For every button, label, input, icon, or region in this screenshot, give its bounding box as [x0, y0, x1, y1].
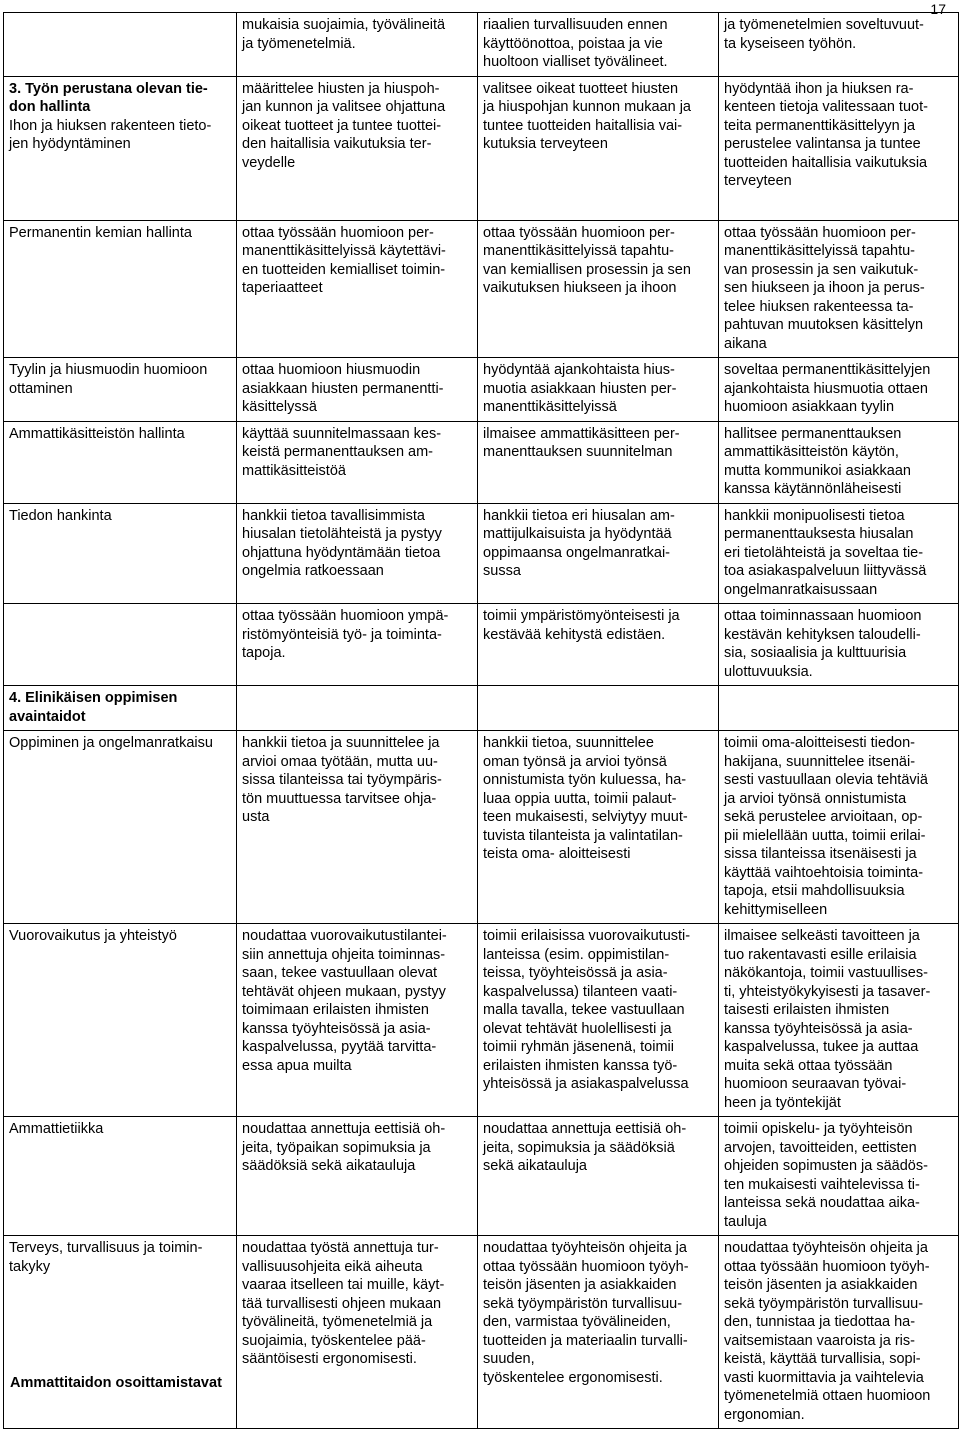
section-heading: 4. Elinikäisen oppimisen avaintaidot	[9, 690, 178, 725]
criterion-cell	[4, 1117, 237, 1236]
level-t1-cell	[237, 686, 478, 731]
criterion-cell	[4, 220, 237, 358]
table-row	[4, 604, 959, 686]
criterion-cell	[4, 358, 237, 422]
criterion-label: Ihon ja hiuksen rakenteen tieto- jen hyödyntäminen	[9, 117, 212, 152]
level-t1-cell: hankkii tietoa ja suunnittelee ja arvioi omaa työtään, mutta uu- sissa tilanteissa tai työympäris- tön muuttuessa tarvitsee ohja- usta	[237, 731, 478, 924]
table-row	[4, 358, 959, 422]
criterion-cell	[4, 1236, 237, 1429]
level-h3-cell: toimii erilaisissa vuorovaikutusti- lanteissa (esim. oppimistilan- teissa, työyhteisössä ja asia- kaspalvelussa) tilanteen vaati- malla tavalla, tekee vastuullaan olevat tehtävät huolellisesti ja toimii ryhmän jäsenenä, toimii erilaisten ihmisten kanssa työ- yhteisössä ja asiakaspalvelussa	[478, 924, 719, 1117]
level-t1-cell: noudattaa annettuja eettisiä oh- jeita, työpaikan sopimuksia ja säädöksiä sekä aikatauluja	[237, 1117, 478, 1236]
assessment-table	[3, 12, 959, 1429]
level-k5-cell: hyödyntää ihon ja hiuksen ra- kenteen tietoja valitessaan tuot- teita permanenttikäsittelyyn ja perustelee valintansa ja tuntee tuotteiden haitallisia vaikutuksia terveyteen	[719, 76, 959, 220]
table-row	[4, 686, 959, 731]
criterion-label: Ammattietiikka	[9, 1121, 104, 1137]
table-row	[4, 13, 959, 77]
table-row	[4, 220, 959, 358]
criterion-label: Oppiminen ja ongelmanratkaisu	[9, 735, 213, 751]
table-row	[4, 503, 959, 604]
criterion-label: Vuorovaikutus ja yhteistyö	[9, 928, 177, 944]
table-row	[4, 421, 959, 503]
level-k5-cell: ottaa työssään huomioon per- manenttikäsittelyissä tapahtu- van prosessin ja sen vaikutuk- sen hiukseen ja ihoon ja perus- telee hiuksen rakenteessa ta- pahtuvan muutoksen käsittelyn aikana	[719, 220, 959, 358]
table-row	[4, 924, 959, 1117]
level-k5-cell	[719, 686, 959, 731]
level-h3-cell	[478, 686, 719, 731]
level-h3-cell: noudattaa annettuja eettisiä oh- jeita, sopimuksia ja säädöksiä sekä aikatauluja	[478, 1117, 719, 1236]
level-h3-cell: hankkii tietoa eri hiusalan am- mattijulkaisuista ja hyödyntää oppimaansa ongelmanratkai- sussa	[478, 503, 719, 604]
level-k5-cell: ilmaisee selkeästi tavoitteen ja tuo rakentavasti esille erilaisia näkökantoja, toimii vastuullises- ti, yhteistyökykyisesti ja tasaver- taisesti erilaisten ihmisten kanssa työyhteisössä ja asia- kaspalvelussa, tukee ja auttaa muita sekä ottaa työssään huomioon seuraavan työvai- heen ja työntekijät	[719, 924, 959, 1117]
level-k5-cell: hankkii monipuolisesti tietoa permanenttauksesta hiusalan eri tietolähteistä ja soveltaa tie- toa asiakaspalveluun liittyvässä ongelmanratkaisussaan	[719, 503, 959, 604]
level-t1-cell: käyttää suunnitelmassaan kes- keistä permanenttauksen am- mattikäsitteistöä	[237, 421, 478, 503]
criterion-label: Ammattikäsitteistön hallinta	[9, 425, 185, 442]
level-t1-cell: noudattaa työstä annettuja tur- vallisuusohjeita eikä aiheuta vaaraa itselleen tai muille, käyt- tää turvallisesti ohjeen mukaan työvälineitä, työmenetelmiä ja suojaimia, työskentelee pää- sääntöisesti ergonomisesti.	[237, 1236, 478, 1429]
level-t1-cell: määrittelee hiusten ja hiuspoh- jan kunnon ja valitsee ohjattuna oikeat tuotteet ja tuntee tuottei- den haitallisia vaikutuksia ter- veydelle	[237, 76, 478, 220]
footer-heading: Ammattitaidon osoittamistavat	[10, 1375, 222, 1391]
level-h3-cell: ottaa työssään huomioon per- manenttikäsittelyissä tapahtu- van kemiallisen prosessin ja sen vaikutuksen hiukseen ja ihoon	[478, 220, 719, 358]
level-k5-cell: soveltaa permanenttikäsittelyjen ajankohtaista hiusmuotia ottaen huomioon asiakkaan tyylin	[719, 358, 959, 422]
section-heading: 3. Työn perustana olevan tie- don hallinta	[9, 80, 208, 115]
criterion-label: Tiedon hankinta	[9, 507, 112, 524]
criterion-cell	[4, 731, 237, 924]
level-t1-cell: mukaisia suojaimia, työvälineitä ja työmenetelmiä.	[237, 13, 478, 77]
table-row	[4, 1117, 959, 1236]
level-h3-cell: hankkii tietoa, suunnittelee oman työnsä ja arvioi työnsä onnistumista työn kuluessa, ha- luaa oppia uutta, toimii palaut- teen mukaisesti, selviytyy muut- tuvista tilanteista ja valintatilan- teista oma- aloitteisesti	[478, 731, 719, 924]
level-k5-cell: ja työmenetelmien soveltuvuut- ta kyseiseen työhön.	[719, 13, 959, 77]
level-h3-cell: valitsee oikeat tuotteet hiusten ja hiuspohjan kunnon mukaan ja tuntee tuotteiden haitallisia vai- kutuksia terveyteen	[478, 76, 719, 220]
level-k5-cell: ottaa toiminnassaan huomioon kestävän kehityksen taloudelli- sia, sosiaalisia ja kulttuurisia ulottuvuuksia.	[719, 604, 959, 686]
level-t1-cell: ottaa työssään huomioon per- manenttikäsittelyissä käytettävi- en tuotteiden kemialliset toimin- taperiaatteet	[237, 220, 478, 358]
criterion-cell	[4, 503, 237, 604]
criterion-cell	[4, 13, 237, 77]
page-number: 17	[930, 1, 946, 17]
level-k5-cell: toimii oma-aloitteisesti tiedon- hakijana, suunnittelee itsenäi- sesti vastuullaan olevia tehtäviä ja arvioi työnsä onnistumista sekä perustelee arvioitaan, op- pii mielellään uutta, toimii erilai- sissa tilanteissa itsenäisesti ja käyttää vaihtoehtoisia toiminta- tapoja, etsii mahdollisuuksia kehittymiselleen	[719, 731, 959, 924]
level-t1-cell: ottaa työssään huomioon ympä- ristömyönteisiä työ- ja toiminta- tapoja.	[237, 604, 478, 686]
criterion-cell	[4, 924, 237, 1117]
criterion-cell	[4, 421, 237, 503]
level-k5-cell: noudattaa työyhteisön ohjeita ja ottaa työssään huomioon työyh- teisön jäsenten ja asiakkaiden sekä työympäristön turvallisuu- den, tunnistaa ja tiedottaa ha- vaitsemistaan vaaroista ja ris- keistä, käyttää turvallisia, sopi- vasti kuormittavia ja vaihtelevia työmenetelmiä ottaen huomioon ergonomian.	[719, 1236, 959, 1429]
criterion-cell	[4, 686, 237, 731]
level-k5-cell: hallitsee permanenttauksen ammattikäsitteistön käytön, mutta kommunikoi asiakkaan kanssa käytännönläheisesti	[719, 421, 959, 503]
criterion-label: Terveys, turvallisuus ja toimin- takyky	[9, 1240, 203, 1275]
level-t1-cell: noudattaa vuorovaikutustilantei- siin annettuja ohjeita toiminnas- saan, tekee vastuullaan olevat tehtävät ohjeen mukaan, pystyy toimimaan erilaisten ihmisten kanssa työyhteisössä ja asia- kaspalvelussa, pyytää tarvitta- essa apua muilta	[237, 924, 478, 1117]
table-row	[4, 731, 959, 924]
criterion-cell	[4, 76, 237, 220]
criterion-label: Tyylin ja hiusmuodin huomioon ottaminen	[9, 362, 208, 397]
criterion-cell	[4, 604, 237, 686]
level-k5-cell: toimii opiskelu- ja työyhteisön arvojen, tavoitteiden, eettisten ohjeiden sopimusten ja säädös- ten mukaisesti vaihtelevissa ti- lanteissa sekä noudattaa aika- tauluja	[719, 1117, 959, 1236]
level-h3-cell: ilmaisee ammattikäsitteen per- manenttauksen suunnitelman	[478, 421, 719, 503]
level-h3-cell: toimii ympäristömyönteisesti ja kestävää kehitystä edistäen.	[478, 604, 719, 686]
table-row	[4, 76, 959, 220]
level-t1-cell: hankkii tietoa tavallisimmista hiusalan tietolähteistä ja pystyy ohjattuna hyödyntämään tietoa ongelmia ratkoessaan	[237, 503, 478, 604]
level-h3-cell: noudattaa työyhteisön ohjeita ja ottaa työssään huomioon työyh- teisön jäsenten ja asiakkaiden sekä työympäristön turvallisuu- den, varmistaa työvälineiden, tuotteiden ja materiaalin turvalli- suuden, työskentelee ergonomisesti.	[478, 1236, 719, 1429]
level-h3-cell: hyödyntää ajankohtaista hius- muotia asiakkaan hiusten per- manenttikäsittelyissä	[478, 358, 719, 422]
level-h3-cell: riaalien turvallisuuden ennen käyttöönottoa, poistaa ja vie huoltoon vialliset työvälineet.	[478, 13, 719, 77]
level-t1-cell: ottaa huomioon hiusmuodin asiakkaan hiusten permanentti- käsittelyssä	[237, 358, 478, 422]
table-row	[4, 1236, 959, 1429]
criterion-label: Permanentin kemian hallinta	[9, 224, 192, 241]
